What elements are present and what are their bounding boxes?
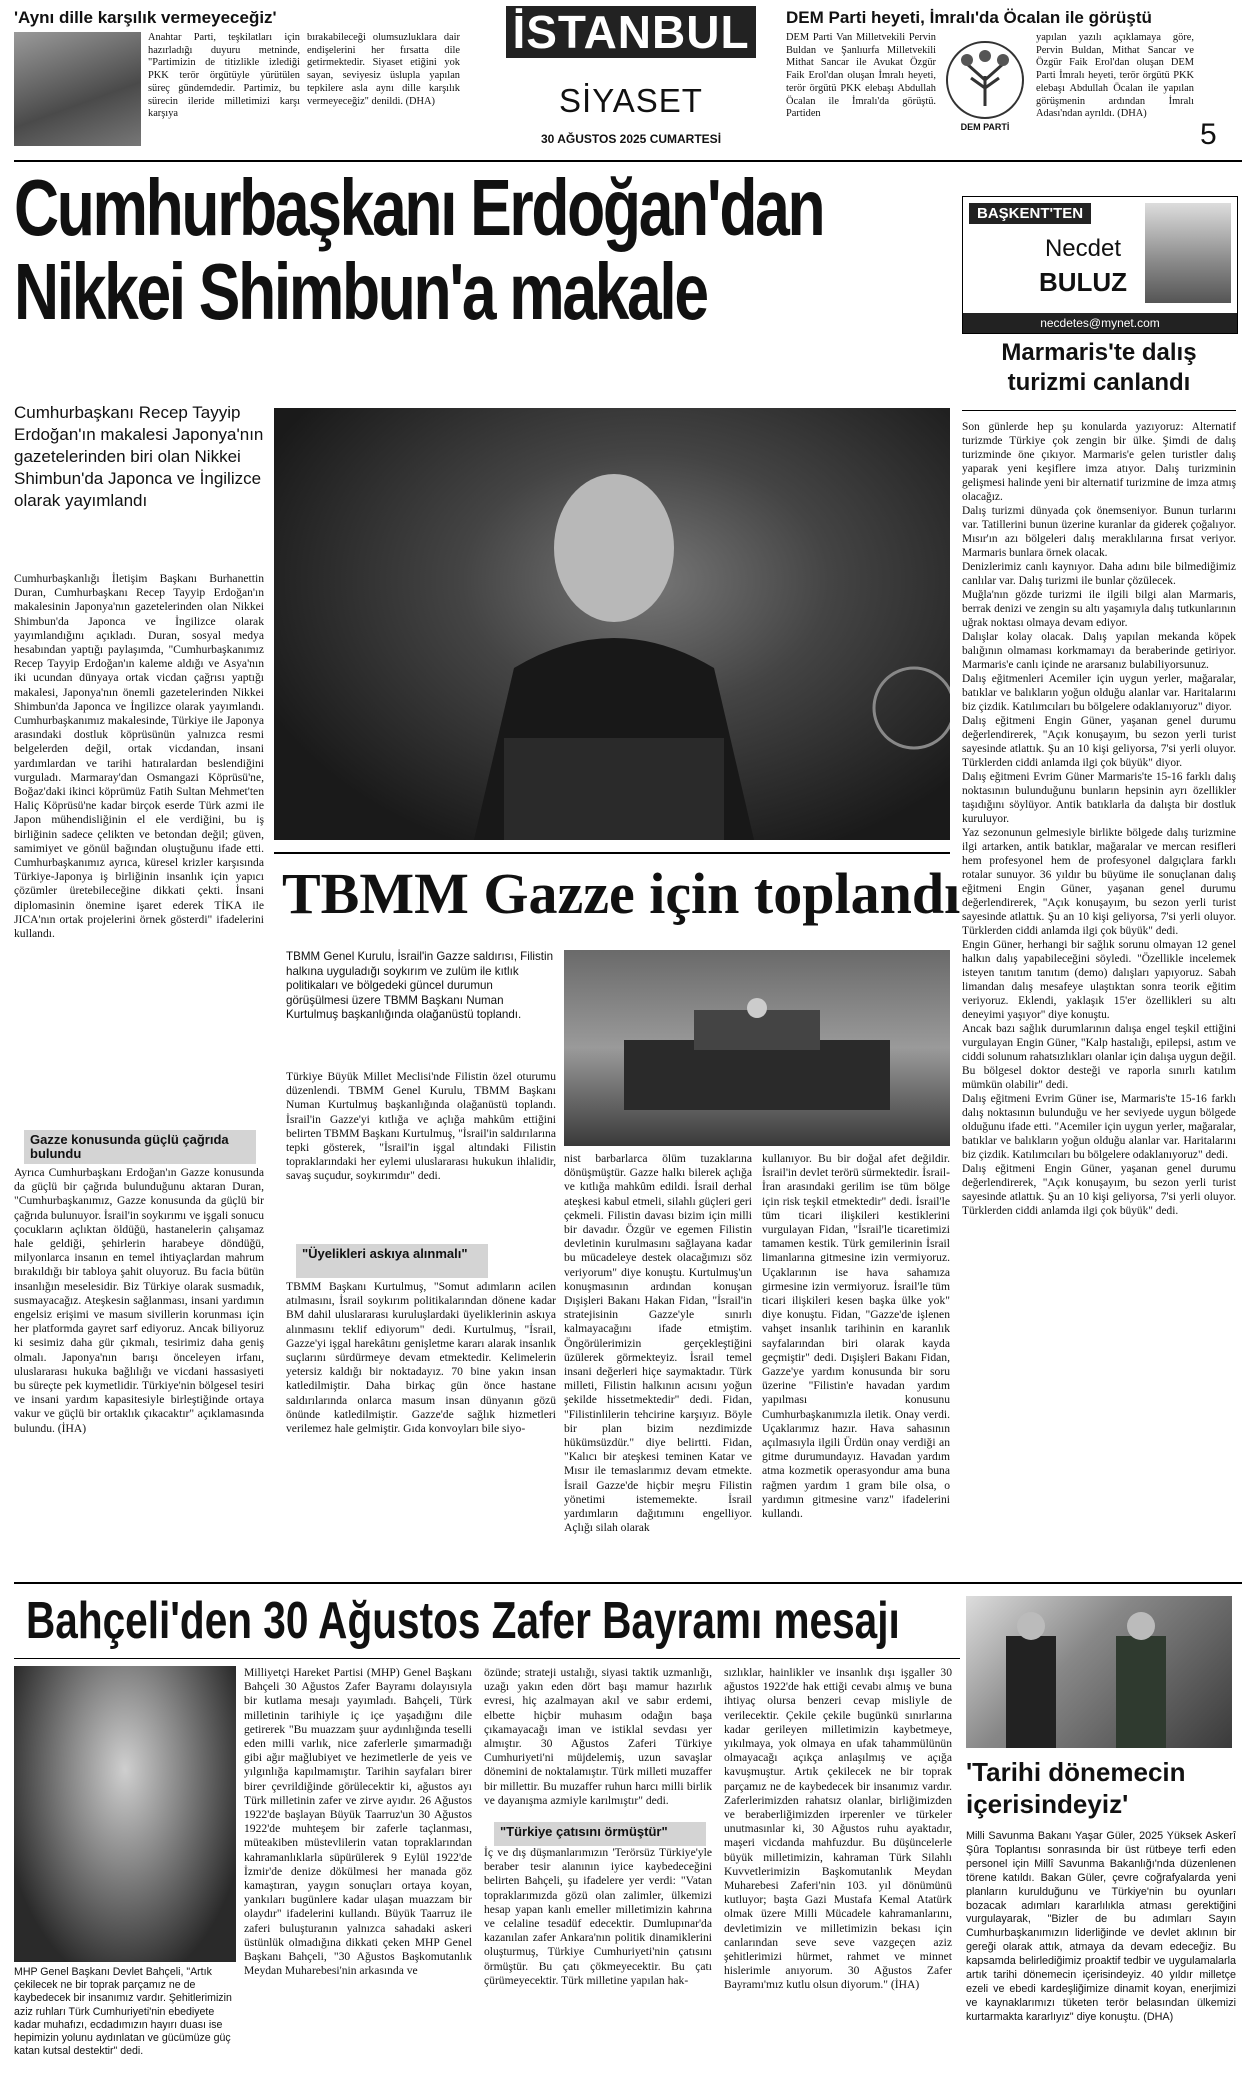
brief-col1: DEM Parti Van Milletvekili Pervin Buldan ve Şanlıurfa Milletvekili Mithat Sancar ile Avukat Özgür Faik Erol'dan oluşan İmralı heyeti, terör örgütü PKK elebaşı Abdullah Öcalan ile İmralı'da görüştü. Partiden [786, 32, 936, 120]
brief-headline: DEM Parti heyeti, İmralı'da Öcalan ile görüştü [786, 8, 1152, 27]
top-left-brief [14, 8, 462, 154]
column-rule [962, 410, 1236, 411]
main-headline-line2: Nikkei Shimbun'a makale [14, 247, 707, 336]
guler-headline: 'Tarihi dönemecin içerisindeyiz' [966, 1757, 1186, 1819]
dem-parti-logo-icon [937, 36, 1033, 136]
masthead-title: İSTANBUL [506, 6, 756, 58]
assembly-illustration [564, 950, 950, 1146]
tbmm-photo [564, 950, 950, 1146]
brief-col2: yapılan yazılı açıklamaya göre, Pervin Buldan, Mithat Sancar ve Özgür Faik Erol'dan oluşan DEM Parti İmralı heyeti, terör örgütü PKK elebaşı Abdullah Öcalan ile yapılan görüşmenin ardından İmralı Adası'ndan ayrıldı. (DHA) [1036, 32, 1194, 120]
main-subhead: Gazze konusunda güçlü çağrıda bulundu [24, 1130, 256, 1164]
main-headline [14, 163, 824, 386]
erdogan-photo [274, 408, 950, 840]
author-photo [1145, 203, 1231, 303]
main-headline-line1: Cumhurbaşkanı Erdoğan'dan [14, 163, 824, 252]
bahceli-col2b: İç ve dış düşmanlarımızın 'Terörsüz Türkiye'yle beraber tesir alanının iyice kaybedeceğini belirten Bahçeli, şu ifadelere yer verdi: "Vatan topraklarımızda gözü olan zalimler, ülkemizi hesap yapan kanlı emeller milletimizin kahrına ve celaline tesadüf edecektir. Dumlupınar'da kazanılan zafer Ankara'nın politik dinamiklerini oluşturmuş, Türkiye Cumhuriyeti'nin çatısını örmüştür. Bu çatı çökmeyecektir. Bu çatı çürümeyecektir. Türk milletine yapılan hak- [484, 1846, 712, 1987]
main-body2: Ayrıca Cumhurbaşkanı Erdoğan'ın Gazze konusunda da güçlü bir çağrıda bulunduğunu aktaran Duran, "Cumhurbaşkanımız, Gazze konusunda da güçlü bir çağrıda bulunuyor. İsrail'in soykırımı ve işgali sonucu çocukların açlıktan öldüğü, hastanelerin çalışamaz hale geldiği, şehirlerin harabeye döndüğü, milyonlarca insanın en temel ihtiyaçlardan mahrum bırakıldığı bir tabloya şahit oluyoruz. Bu facia bütün insanlığın meselesidir. Biz Türkiye olarak susmadık, susmayacağız. Ateşkesin sağlanması, insani yardımın engelsiz erişimi ve masum sivillerin korunması için her platformda gayret sarf ediyoruz. Ancak biliyoruz ki sesimiz daha gür çıkmalı, tesirimiz daha geniş olmalı. Japonya'nın barışı önceleyen irfanı, uluslararası hukuka bağlılığı ve vicdani hassasiyeti bu süreçte pek kıymetlidir. Türkiye'nin bölgesel tesiri ve insani yardım kapasitesiyle birleştiğinde ortaya vakur ve güçlü bir ortaklık çıkacaktır" açıklamasında bulundu. (İHA) [14, 1166, 264, 1435]
page-number: 5 [1200, 118, 1217, 151]
column-headline: Marmaris'te dalış turizmi canlandı [1001, 339, 1197, 396]
brief-col1: Anahtar Parti, teşkilatları için hazırladığı duyuru metninde, "Partimizin de titizlikle izlediği PKK terör örgütüyle yürütülen süreç gündemdedir. Partimiz, bu sürecin ileride milletimizi karşı karşıya [148, 32, 300, 120]
guler-photo [966, 1596, 1232, 1748]
top-divider [14, 160, 1242, 162]
column-header [962, 196, 1238, 334]
tbmm-col1-subhead: "Üyelikleri askıya alınmalı" [296, 1244, 488, 1278]
tbmm-col2: nist barbarlarca ölüm tuzaklarına dönüşmüştür. Gazze halkı bilerek açlığa ve kıtlığa mahkûm edildi. İsrail derhal ateşkesi kabul etmeli, silahlı güçleri geri çekmeli. Filistin davası bizim için milli bir davadır. Özgür ve egemen Filistin devletinin kurulmasını sağlayana kadar bu mücadeleye destek olacağımızı söz veriyorum" diye konuştu. Kurtulmuş'un konuşmasının ardından konuşan Dışişleri Bakanı Hakan Fidan, "İsrail'in stratejisinin Gazze'yle sınırlı kalmayacağını ifade etmiştim. Öngörülerimizin gerçekleştiğini üzülerek görmekteyiz. İsrail temel insani değerleri hiçe saymaktadır. Türk milleti, Filistin halkının acısını yoğun şekilde hissetmektedir" dedi. Fidan, "Filistinlilerin tehcirine karşıyız. Böyle bir plan bizim nezdimizde hükümsüzdür." diye belirtti. Fidan, "Kalıcı bir ateşkesi teminen Katar ve Mısır ile temaslarımız devam etmekte. İsrail Gazze'de hiçbir meşru Filistin yönetimi istememekte. İsrail yardımların dağıtımını engelliyor. Açlığı silah olarak [564, 1152, 752, 1535]
masthead-section: SİYASET [559, 82, 703, 119]
logo-text: DEM PARTİ [960, 122, 1010, 132]
tbmm-col1: Türkiye Büyük Millet Meclisi'nde Filistin özel oturumu düzenlendi. TBMM Genel Kurulu, TBMM Başkanı Numan Kurtulmuş başkanlığında olağanüstü toplandı. İsrail'in Gazze'yi kıtlığa ve açlığa mahkûm ettiğini belirten TBMM Başkanı Kurtulmuş, "İsrail'in saldırılarına tepki gösterek, "İsrail'in işgal altındaki Filistin topraklarındaki her eylemi uluslararası hukukun ihlalidir, savaş suçudur, soykırımdır" dedi. [286, 1070, 556, 1183]
top-right-brief [786, 8, 1206, 154]
brief-headline: 'Aynı dille karşılık vermeyeceğiz' [14, 8, 277, 27]
main-body: Cumhurbaşkanlığı İletişim Başkanı Burhanettin Duran, Cumhurbaşkanı Recep Tayyip Erdoğan'ın makalesinin Japonya'nın gazetelerinden olan Nikkei Shimbun'da Japonca ve İngilizce olarak yayımlandığını açıkladı. Duran, sosyal medya hesabından yaptığı paylaşımda, "Cumhurbaşkanımız Recep Tayyip Erdoğan'ın kaleme aldığı ve Asya'nın iki ucundan dünyaya ortak vicdan çağrısı yaptığı makalesi, Japonya'nın önemli gazetelerinden Nikkei Shimbun'da Japonca ve İngilizce olarak yayımlandı. Cumhurbaşkanımız makalesinde, Türkiye ile Japonya arasındaki dostluk köprüsünün yalnızca resmi belgelerden değil, ortak vicdandan, insani yardımlardan ve tarihi hatıralardan beslendiğini vurguladı. Marmaray'dan Osmangazi Köprüsü'ne, Boğaz'daki ikinci köprümüz Fatih Sultan Mehmet'ten Haliç Köprüsü'ne kadar birçok eserde Türk azmi ile Japon mühendisliğinin el ele verdiğini, bu iş birliğinin sadece çelikten ve betondan değil; güven, samimiyet ve gönül bağından oluştuğunu ifade etti. Cumhurbaşkanımız ayrıca, küresel krizler karşısında Türkiye-Japonya iş birliğinin insanlık için yapıcı çözümler üretebileceğine dikkati çekti. İnsani diplomasinin önemine işaret ederek TİKA ile JICA'nın ortak projelerini örnek gösterdi" ifadelerini kullandı. [14, 572, 264, 941]
author-first: Necdet [1044, 235, 1122, 262]
bahceli-col1: Milliyetçi Hareket Partisi (MHP) Genel Başkanı Bahçeli 30 Ağustos Zafer Bayramı dolayısıyla bir kutlama mesajı yayımladı. Bahçeli, Türk milletinin tarihiyle iç içe yaşadığını dile getirerek "Bu muazzam şuur aydınlığında teselli eden milli varlık, nice zaferlerle şımarmadığı gibi ağır mağlubiyet ve hezimetlerle de yeis ve yılgınlığa kapılmamıştır. Tarihin sayfaları birer birer çevrildiğinde görülecektir ki, ağustos ayı Türk milletinin zafer ve zirve ayıdır. 26 Ağustos 1922'de başlayan Büyük Taarruz'un 30 Ağustos 1922'de muhteşem bir zaferle taçlanması, müteakiben müstevlilerin vatan topraklarından kahramanlıklarla süpürülerek 9 Eylül 1922'de İzmir'de denize dökülmesi her manada göz kamaştıran, yaygın sonuçları ortaya koyan, yankıları bugünlere kadar ulaşan muazzam bir olaydır" ifadelerini kullandı. Büyük Taarruz ile zaferi buluşturanın yalnızca sahadaki askeri üstünlük olmadığına dikkati çeken MHP Genel Başkanı Bahçeli, "30 Ağustos Başkomutanlık Meydan Muharebesi'nin arkasında ve [244, 1666, 472, 1978]
column-kicker: BAŞKENT'TEN [969, 203, 1091, 224]
bahceli-headline: Bahçeli'den 30 Ağustos Zafer Bayramı mesajı [26, 1592, 900, 1650]
bahceli-col2-subhead: "Türkiye çatısını örmüştür" [494, 1822, 706, 1846]
bahceli-col3: sızlıklar, hainlikler ve insanlık dışı işgaller 30 ağustos 1922'de hak ettiği cevabı almış ve buna ihtiyaç olursa benzeri cevap misliyle de verilecektir. Çekile çekile bugünkü sınırlarına kadar gerileyen milletimizin kaybetmeye, yıkılmaya, yok olmaya en ufak tahammülünün olmayacağı açıkça anlaşılmış ve açığa kavuşmuştur. Artık çekilecek ne bir toprak parçamız ne de kaybedecek bir insanımız vardır. Zaferlerimizden rahatsız olanlar, birliğimizden ve beraberliğimizden irperenler ve türkeler unutmasınlar ki, 30 Ağustos ruhu ayaktadır, maşeri vicdanda mahfuzdur. Bu düşüncelerle büyük milletimizin, kahraman Türk Silahlı Kuvvetlerimizin Başkomutanlık Meydan Muharebesi Zaferi'nin 103. yıl dönümünü kutluyor; başta Gazi Mustafa Kemal Atatürk olmak üzere Milli Mücadele kahramanlarını, devletimizin ve milletimizin bekası için canlarından seve seve vazgeçen aziz şehitlerimizi hürmet, rahmet ve minnet hislerimle anıyorum. 30 Ağustos Zafer Bayramı'mız kutlu olsun diyorum." (İHA) [724, 1666, 952, 1992]
bahceli-caption: MHP Genel Başkanı Devlet Bahçeli, "Artık çekilecek ne bir toprak parçamız ne de kaybedecek bir insanımız vardır. Şehitlerimizin aziz ruhları Türk Cumhuriyeti'nin ebediyete kadar muhafızı, ecdadımızın hayırı duası ise hepimizin yolunu aydınlatan ve gücümüze güç katan kutsal destektir" dedi. [14, 1966, 232, 2058]
main-deck: Cumhurbaşkanı Recep Tayyip Erdoğan'ın makalesi Japonya'nın gazetelerinden biri olan Nikkei Shimbun'da Japonca ve İngilizce olarak yayımlandı [14, 403, 264, 510]
mid-divider [14, 1582, 1242, 1584]
bahceli-rule [14, 1658, 960, 1659]
tbmm-deck: TBMM Genel Kurulu, İsrail'in Gazze saldırısı, Filistin halkına uyguladığı soykırım ve zulüm ile kıtlık politikaları ve bölgedeki güncel durumun görüşülmesi üzere TBMM Başkanı Numan Kurtulmuş başkanlığında olağanüstü toplandı. [286, 950, 554, 1022]
tbmm-headline: TBMM Gazze için toplandı [282, 861, 961, 926]
dem-parti-logo [937, 36, 1033, 136]
bahceli-photo [14, 1666, 236, 1962]
tbmm-col3: kullanıyor. Bu bir doğal afet değildir. İsrail'in devlet terörü sürmektedir. İsrail-İran arasındaki gerilim ise tüm bölge için risk teşkil etmektedir" dedi. İsrail'le tüm ticari ilişkileri kestiklerini vurgulayan Fidan, "İsrail'le ticaretimizi tamamen kestik. Türk gemilerinin İsrail limanlarına gitmesine izin vermiyoruz. Uçaklarının ise hava sahamıza girmesine izin vermiyoruz. İsrail'le tüm ticari ilişkileri kesen başka ülke yok" diye konuştu. Fidan, "Gazze'de işlenen vahşet insanlık tarihinin en karanlık sayfalarından biri olarak kayda geçmiştir" dedi. Dışişleri Bakanı Fidan, Gazze'ye yardım konusunda bir soru üzerine "Filistin'e havadan yardım yapılması konusunu Cumhurbaşkanımızla iletik. Onay verdi. Uçaklarımız hazır. Hava sahasının açılmasıyla ilgili Ürdün onay verdiği an gitme durumundayız. Havadan yardım atma kozmetik operasyondur ama buna rağmen yardım 1 gram bile olsa, o yardımın gitmesine varız" ifadelerini kullandı. [762, 1152, 950, 1521]
author-last: BULUZ [1038, 267, 1128, 297]
guler-body: Milli Savunma Bakanı Yaşar Güler, 2025 Yüksek Askerî Şûra Toplantısı sonrasında bir üst rütbeye terfi eden personel için Millî Savunma Bakanlığı'nda düzenlenen törene katıldı. Bakan Güler, çevre coğrafyalarda yeni planların kurulduğunu ve Türkiye'nin bu oyunları bozacak adımları kararlılıkla atması gerektiğini vurgulayarak, "Bizler de bu adımları Sayın Cumhurbaşkanımızın liderliğinde ve devlet aklının bir gereği olarak attık, atmaya da devam edeceğiz. Bu kapsamda belirlediğimiz proaktif tedbir ve uygulamalarla artık tarihi dönemecin içerisindeyiz. 40 yıldır milletçe ezeli ve ebedi kardeşliğimize dinamit koyan, enerjimizi ve kaynaklarımızı tüketen terör belasından ülkemizi kurtarmakta kararlıyız" diye konuştu. (DHA) [966, 1830, 1236, 2023]
brief-col2: bırakabileceği olumsuzluklara dair endişelerini her fırsatta dile getirmektedir. Siyaset etiğini yok sayan, seviyesiz üslupla yapılan tepkilere asla aynı dille karşılık vermeyeceğiz" denildi. (DHA) [307, 32, 460, 107]
tbmm-col1b: TBMM Başkanı Kurtulmuş, "Somut adımların acilen atılmasını, İsrail soykırım politikalarından dönene kadar BM dahil uluslararası kuruluşlardaki üyeliklerinin askıya alınmasını teklif ediyorum" dedi. Kurtulmuş, "İsrail, Gazze'yi işgal harekâtını genişletme kararı alarak insanlık suçlarını sürdürmeye devam etmektedir. Kelimelerin yetersiz kaldığı bir noktadayız. 70 bine yakın insan katledilmiştir. Daha birkaç gün önce hastane saldırılarında onlarca masum insan dünyanın gözü önünde katledilmiştir. Gazze'de sağlık hizmetleri verilemez hale gelmiştir. Gıda konvoyları bile siyo- [286, 1280, 556, 1436]
ceremony-illustration [966, 1596, 1232, 1748]
bahceli-col2: özünde; strateji ustalığı, siyasi taktik uzmanlığı, uzağı yakın eden dört başı mamur hazırlık evresi, hiç azalmayan akıl ve sabır erdemi, elbette hiçbir muhasım odağın başa çıkamayacağı iman ve istiklal sevdası yer almıştır. 30 Ağustos Zaferi Türkiye Cumhuriyeti'ni müjdelemiş, uzun savaşlar dönemini de noktalamıştır. Türk milleti muzaffer bir millettir. Bu muzaffer ruhun harcı milli birlik ve dayanışma azmiyle karılmıştır" dedi. [484, 1666, 712, 1807]
masthead-date: 30 AĞUSTOS 2025 CUMARTESİ [540, 132, 722, 146]
podium-illustration [274, 408, 950, 840]
brief-photo [14, 32, 141, 146]
column-body: Son günlerde hep şu konularda yazıyoruz: Alternatif turizmde Türkiye çok zengin bir ülke. Şimdi de dalış turizminde öne çıkıyor. Marmaris'e gelen turistler dalış yaparak yeni keşiflere imza atıyor. Dalış turizminin gelişmesi halinde yeni bir alternatif turizmine de imza atmış olacağız. Dalış turizmi dünyada çok önemseniyor. Bunun turlarını var. Tatillerini bunun üzerine kuranlar da giderek çoğalıyor. Mısır'ın azı bölgeleri dalış meraklılarına fırsat veriyor. Marmaris bunlara örnek olacak. Denizlerimiz canlı kaynıyor. Daha adını bile bilmediğimiz canlılar var. Dalış turizmi ile bunlar çözülecek. Muğla'nın gözde turizmi ile ilgili bilgi alan Marmaris, berrak denizi ve zengin su altı yaşamıyla dalış tutkunlarının uğrak noktası olmaya devam ediyor. Dalışlar kolay olacak. Dalış yapılan mekanda köpek balığının olmaması korkmamayı da beraberinde getiriyor. Marmaris'e canlı içinde ne ararsanız bulabiliyorsunuz. Dalış eğitmenleri Acemiler için uygun yerler, mağaralar, batıklar ve balıkların yoğun olduğu alanlar var. Haritalarını biz çizdik. Katılımcıları bu bölgelere odaklanıyoruz" diyor. Dalış eğitmeni Engin Güner, yaşanan genel durumu değerlendirerek, "Açık konuşayım, bu sezon yerli turist sayesinde atlattık. Şu an 10 kişi geliyorsa, 7'si yerli oluyor. Türklerden ciddi anlamda ilgi çok büyük" diyor. Dalış eğitmeni Evrim Güner Marmaris'te 15-16 farklı dalış noktasının bulunduğunu bunların hepsinin ayrı özellikler taşıdığını söylüyor. Antik batıklarla da dalışta bir dostluk kuruluyor. Yaz sezonunun gelmesiyle birlikte bölgede dalış turizmine ilgi artarken, antik batıklar, mağaralar ve mercan resifleri hem profesyonel hem de profesyonel dalgıçlara farklı rotalar sunuyor. 36 yıldır bu büyüme ile sonuçlanan dalış eğitmeni Engin Güner, yaşanan genel durumu değerlendirerek, "Açık konuşayım, bu sezon yerli turist sayesinde atlattık. Şu an 10 kişi geliyorsa, 7'si yerli oluyor. Türklerden ciddi anlamda ilgi çok büyük" dedi. Engin Güner, herhangi bir sağlık sorunu olmayan 12 genel halkın dalış yapabileceğini söyledi. "Özellikle incelemek isteyen tanıtım tanıtım (demo) dalışları yapıyoruz. Sabah limandan dalış mesafeye ulaştıktan sonra teorik eğitim veriyoruz. Eklendi, yaklaşık 15'er özellikleri su altı deneyimi yaşıyor" diye konuştu. Ancak bazı sağlık durumlarının dalışa engel teşkil ettiğini vurgulayan Engin Güner, "Kalp hastalığı, epilepsi, astım ve ciddi solunum rahatsızlıkları olanlar için dalışa uygun değil. Bu bölgesel doktor desteği ve raporla sınırlı katılım mümkün olabilir" dedi. Dalış eğitmeni Evrim Güner ise, Marmaris'te 15-16 farklı dalış noktasının bulunduğu ve her seviyede uygun bölgede olduğunu ifade etti. "Acemiler için uygun yerler, mağaralar, batıklar ve balıkların yoğun olduğu alanlar var. Haritalarını biz çizdik. Katılımcıları bu bölgelere odaklanıyoruz" dedi. Dalış eğitmeni Engin Güner, yaşanan genel durumu değerlendirerek, "Açık konuşayım, bu sezon yerli turist sayesinde atlattık. Şu an 10 kişi geliyorsa, 7'si yerli oluyor. Türklerden ciddi anlamda ilgi çok büyük" dedi. [962, 421, 1236, 1217]
author-email: necdetes@mynet.com [963, 313, 1237, 333]
masthead [476, 6, 786, 156]
